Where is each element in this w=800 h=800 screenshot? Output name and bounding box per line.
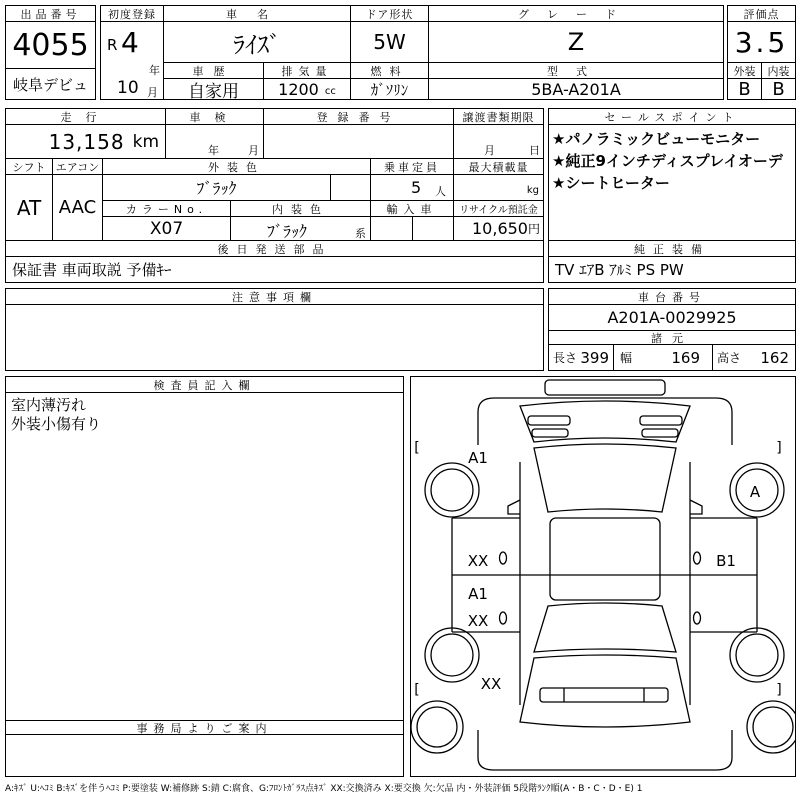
- exterior-color-extra-cell: [330, 174, 371, 201]
- damage-mark: B1: [716, 552, 736, 570]
- sales-point-item: ★パノラミックビューモニター: [552, 130, 761, 148]
- displacement-cell: [263, 78, 351, 100]
- headlight-right-lower: [642, 429, 678, 437]
- history-header: 車歴: [163, 62, 264, 79]
- mileage: 13,158: [48, 129, 125, 154]
- door-type-header: ドア形状: [350, 5, 429, 22]
- color-number-header: カラーNo.: [102, 200, 231, 217]
- mileage-unit: km: [132, 131, 159, 152]
- transfer-deadline-month-unit: 月: [484, 144, 495, 157]
- door-handle: [694, 612, 701, 624]
- headlight-left-lower: [532, 429, 568, 437]
- equipment: TV ｴｱB ｱﾙﾐ PS PW: [548, 256, 796, 283]
- first-registration-header: 初度登録: [100, 5, 164, 22]
- shaken-cell: [165, 124, 264, 159]
- spec-width: 169: [671, 348, 700, 367]
- shaken-month-unit: 月: [248, 144, 259, 157]
- front-bumper: [545, 380, 665, 395]
- damage-mark: A1: [468, 449, 488, 467]
- door-handle: [694, 552, 701, 564]
- transfer-deadline-cell: [453, 124, 544, 159]
- roof: [550, 518, 660, 600]
- spec-width-cell: [613, 344, 713, 371]
- damage-mark: A1: [468, 585, 488, 603]
- exterior-color-header: 外装色: [102, 158, 371, 175]
- spec-width-label: 幅: [620, 351, 633, 365]
- first-registration-year-unit: 年: [149, 64, 160, 77]
- hood: [520, 401, 690, 442]
- spec-height-label: 高さ: [717, 351, 742, 365]
- capacity-header: 乗車定員: [370, 158, 454, 175]
- inspector-body: [5, 392, 404, 721]
- sales-points-box: [548, 124, 796, 241]
- first-registration-cell: [100, 21, 164, 100]
- shift: AT: [5, 174, 53, 241]
- recycle-fee-unit: 円: [527, 222, 540, 236]
- chassis-number: A201A-0029925: [548, 304, 796, 331]
- notes-body: [5, 304, 544, 371]
- office-header: 事務局よりご案内: [5, 720, 404, 735]
- door-handle: [500, 612, 507, 624]
- rear-body-outline: [478, 730, 732, 770]
- wheel-rear-right: [730, 628, 784, 682]
- headlight-left: [528, 416, 570, 425]
- interior-color-cell: [230, 216, 371, 241]
- inspector-header: 検査員記入欄: [5, 376, 404, 393]
- recycle-fee-cell: [453, 216, 544, 241]
- mileage-header: 走行: [5, 108, 166, 125]
- max-load-cell: [453, 174, 544, 201]
- damage-mark: XX: [467, 552, 489, 570]
- chassis-header: 車台番号: [548, 288, 796, 305]
- later-parts-header: 後日発送部品: [5, 240, 544, 257]
- max-load-header: 最大積載量: [453, 158, 544, 175]
- interior-color: ﾌﾞﾗｯｸ: [267, 222, 308, 241]
- lot-number-header: 出品番号: [5, 5, 96, 22]
- spec-length-cell: [548, 344, 614, 371]
- aircon: AAC: [52, 174, 103, 241]
- recycle-fee-header: リサイクル預託金: [453, 200, 544, 217]
- damage-mark: A: [749, 483, 761, 501]
- registration-number-cell: [263, 124, 454, 159]
- shaken-year-unit: 年: [208, 144, 219, 157]
- interior-grade-header: 内装: [761, 62, 796, 79]
- notes-header: 注意事項欄: [5, 288, 544, 305]
- spare-wheel-right: [747, 701, 796, 753]
- car-diagram-drawing: [410, 376, 796, 777]
- damage-mark: XX: [467, 612, 489, 630]
- sales-point-item: ★シートヒーター: [552, 174, 670, 192]
- door-type: 5W: [350, 21, 429, 63]
- recycle-fee: 10,650: [472, 219, 528, 238]
- sales-point-item: ★純正9インチディスプレイオーデ: [552, 152, 783, 170]
- office-body: [5, 734, 404, 777]
- equipment-header: 純正装備: [548, 240, 796, 257]
- history: 自家用: [163, 78, 264, 100]
- sales-points-header: セールスポイント: [548, 108, 796, 125]
- score-header: 評価点: [727, 5, 796, 22]
- exterior-grade-header: 外装: [727, 62, 762, 79]
- first-registration-era: R: [107, 36, 118, 54]
- spec-height: 162: [760, 348, 789, 367]
- score: 3.5: [727, 21, 796, 63]
- specs-header: 諸元: [548, 330, 796, 345]
- exterior-grade: B: [727, 78, 762, 100]
- transfer-deadline-header: 譲渡書類期限: [453, 108, 544, 125]
- left-mirror: [508, 500, 520, 514]
- displacement: 1200: [278, 79, 319, 99]
- fuel: ｶﾞｿﾘﾝ: [350, 78, 429, 100]
- tail-lights: [540, 688, 668, 702]
- first-registration-month: 10: [117, 78, 139, 98]
- lot-number: 4055: [5, 21, 96, 69]
- grade-header: グレード: [428, 5, 724, 22]
- model-code-header: 型式: [428, 62, 724, 79]
- diagram-bracket: [: [414, 440, 420, 456]
- spec-height-cell: [712, 344, 796, 371]
- venue-name: 岐阜デビュ: [5, 68, 96, 100]
- rear-window: [534, 603, 676, 652]
- first-registration-year: 4: [121, 26, 139, 59]
- capacity: 5: [411, 178, 422, 197]
- right-mirror: [690, 500, 702, 514]
- wheel-rear-left: [425, 628, 479, 682]
- displacement-unit: cc: [324, 85, 336, 97]
- wheel-front-left: [425, 463, 479, 517]
- grade: Z: [428, 21, 724, 63]
- mileage-cell: [5, 124, 166, 159]
- rear-hatch: [520, 655, 690, 727]
- spare-wheel-left: [411, 701, 463, 753]
- transfer-deadline-day-unit: 日: [529, 144, 540, 157]
- car-name-header: 車名: [163, 5, 351, 22]
- max-load-unit: kg: [526, 185, 539, 196]
- damage-diagram: [410, 376, 796, 777]
- spec-length-label: 長さ: [553, 351, 578, 365]
- registration-number-header: 登録番号: [263, 108, 454, 125]
- door-handle: [500, 552, 507, 564]
- headlight-right: [640, 416, 682, 425]
- fuel-header: 燃料: [350, 62, 429, 79]
- spec-length: 399: [580, 348, 609, 367]
- import-car-cell-2: [412, 216, 454, 241]
- inspector-line: 室内薄汚れ: [11, 396, 87, 414]
- diagram-bracket: ]: [776, 682, 782, 698]
- interior-color-header: 内装色: [230, 200, 371, 217]
- legend: A:ｷｽﾞ U:ﾍｺﾐ B:ｷｽﾞを伴うﾍｺﾐ P:要塗装 W:補修跡 S:錆 C:腐食、G:ﾌﾛﾝﾄｶﾞﾗｽ点ｷｽﾞ XX:交換済み X:要交換 欠:欠品 内・外装評価 5段階ﾗﾝｸ順(A・B・C・D・E) 1: [5, 784, 643, 794]
- capacity-cell: [370, 174, 454, 201]
- capacity-unit: 人: [435, 185, 446, 198]
- aircon-header: エアコン: [52, 158, 103, 175]
- diagram-bracket: ]: [776, 440, 782, 456]
- inspector-line: 外装小傷有り: [11, 415, 102, 433]
- shift-header: シフト: [5, 158, 53, 175]
- import-car-header: 輸入車: [370, 200, 454, 217]
- diagram-bracket: [: [414, 682, 420, 698]
- car-name: ﾗｲｽﾞ: [163, 21, 351, 63]
- first-registration-month-unit: 月: [147, 86, 158, 99]
- interior-grade: B: [761, 78, 796, 100]
- model-code: 5BA-A201A: [428, 78, 724, 100]
- shaken-header: 車検: [165, 108, 264, 125]
- color-number: X07: [102, 216, 231, 241]
- import-car-cell-1: [370, 216, 413, 241]
- displacement-header: 排気量: [263, 62, 351, 79]
- exterior-color: ﾌﾞﾗｯｸ: [102, 174, 331, 201]
- damage-mark: XX: [480, 675, 502, 693]
- interior-color-suffix: 系: [355, 227, 366, 240]
- windshield: [534, 444, 676, 512]
- later-parts: 保証書 車両取説 予備ｷｰ: [5, 256, 544, 283]
